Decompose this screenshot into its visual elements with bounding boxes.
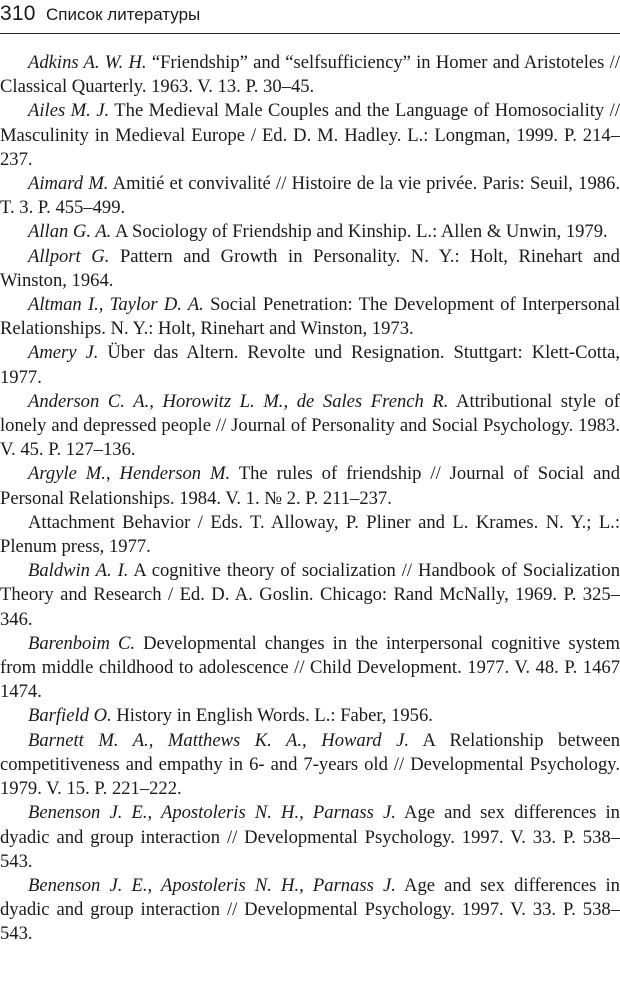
reference-entry [0, 220, 620, 244]
reference-entry [0, 462, 620, 510]
reference-entry [0, 801, 620, 874]
reference-text: Attachment Behavior / Eds. T. Alloway, P. Pliner and L. Krames. N. Y.; L.: Plenum press, 1977. [0, 511, 620, 558]
reference-text: A cognitive theory of socialization // Handbook of Socialization Theory and Research / Ed. D. A. Goslin. Chicago: Rand McNally, 1969. P. 325–346. [0, 560, 620, 630]
reference-entry [0, 245, 620, 293]
reference-text: Social Penetration: The Development of Interpersonal Relationships. N. Y.: Holt, Rinehart and Winston, 1973. [0, 294, 620, 340]
reference-text: History in English Words. L.: Faber, 1956. [111, 705, 433, 727]
reference-entry [0, 341, 620, 389]
reference-entry [0, 51, 620, 99]
reference-text: Pattern and Growth in Personality. N. Y.: Holt, Rinehart and Winston, 1964. [0, 245, 620, 291]
reference-authors: Benenson J. E., Apostoleris N. H., Parnass J. [28, 874, 396, 896]
reference-entry [0, 704, 620, 728]
reference-authors: Aimard M. [28, 173, 109, 195]
reference-text: The rules of friendship // Journal of Social and Personal Relationships. 1984. V. 1. № 2. P. 211–237. [0, 463, 620, 509]
reference-authors: Anderson C. A., Horowitz L. M., de Sales French R. [28, 390, 449, 412]
reference-text: Age and sex differences in dyadic and group interaction // Developmental Psychology. 1997. V. 33. P. 538–543. [0, 874, 620, 945]
reference-text: Age and sex differences in dyadic and group interaction // Developmental Psychology. 1997. V. 33. P. 538–543. [0, 802, 620, 872]
reference-list [0, 51, 620, 947]
reference-text: “Friendship” and “selfsufficiency” in Homer and Aristoteles // Classical Quarterly. 1963. V. 13. P. 30–45. [0, 52, 620, 98]
reference-authors: Allport G. [28, 245, 110, 267]
reference-authors: Benenson J. E., Apostoleris N. H., Parnass J. [28, 802, 396, 824]
reference-entry [0, 729, 620, 802]
reference-authors: Barnett M. A., Matthews K. A., Howard J. [28, 729, 409, 751]
reference-text: Amitié et convivalité // Histoire de la vie privée. Paris: Seuil, 1986. T. 3. P. 455–499. [0, 173, 620, 219]
page-number: 310 [0, 2, 36, 25]
reference-entry [0, 390, 620, 463]
reference-text: A Sociology of Friendship and Kinship. L.: Allen & Unwin, 1979. [111, 221, 608, 243]
reference-authors: Amery J. [28, 342, 99, 364]
reference-text: Attributional style of lonely and depressed people // Journal of Personality and Social Psychology. 1983. V. 45. P. 127–136. [0, 390, 620, 461]
reference-entry [0, 632, 620, 705]
reference-entry [0, 172, 620, 220]
reference-entry [0, 293, 620, 341]
reference-text: Developmental changes in the interpersonal cognitive system from middle childhood to adolescence // Child Development. 1977. V. 48. P. 1467 1474. [0, 632, 620, 703]
reference-text: The Medieval Male Couples and the Language of Homosociality // Masculinity in Medieval Europe / Ed. D. M. Hadley. L.: Longman, 1999. P. 214–237. [0, 100, 620, 170]
reference-entry [0, 99, 620, 172]
reference-authors: Adkins A. W. H. [28, 52, 147, 73]
reference-entry [0, 559, 620, 632]
reference-entry [0, 874, 620, 947]
reference-authors: Barfield O. [28, 705, 112, 727]
reference-authors: Altman I., Taylor D. A. [28, 294, 204, 316]
reference-authors: Ailes M. J. [28, 100, 110, 122]
section-title: Список литературы [46, 5, 201, 24]
reference-authors: Argyle M., Henderson M. [28, 463, 231, 485]
reference-entry [0, 511, 620, 559]
reference-text: A Relationship between competitiveness and empathy in 6- and 7-years old // Developmental Psychology. 1979. V. 15. P. 221–222. [0, 729, 620, 800]
reference-authors: Barenboim C. [28, 632, 136, 654]
running-head [0, 0, 620, 34]
reference-text: Über das Altern. Revolte und Resignation. Stuttgart: Klett-Cotta, 1977. [0, 342, 620, 388]
reference-authors: Allan G. A. [28, 221, 112, 243]
reference-authors: Baldwin A. I. [28, 560, 129, 582]
